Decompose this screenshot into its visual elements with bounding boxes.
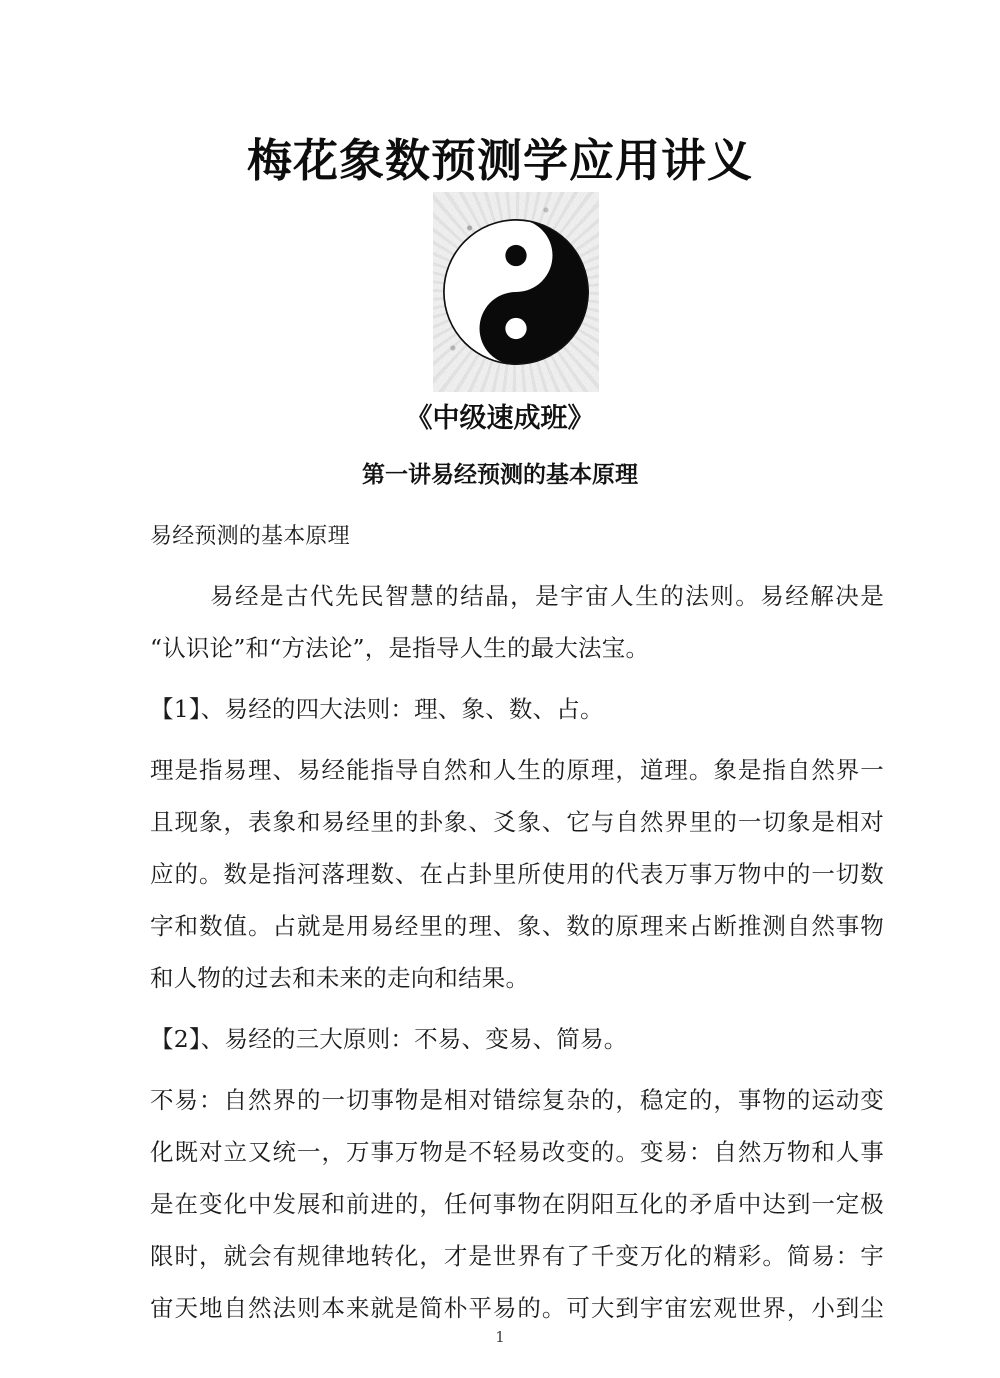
body-line: 易经是古代先民智慧的结晶，是宇宙人生的法则。易经解决是 [210, 582, 884, 610]
body-line: 限时，就会有规律地转化，才是世界有了千变万化的精彩。简易：宇 [150, 1242, 884, 1270]
body-line: 和人物的过去和未来的走向和结果。 [150, 964, 530, 992]
page-number: 1 [495, 1328, 505, 1346]
document-subtitle: 《中级速成班》 [405, 403, 595, 434]
taiji-yin-yang-illustration [433, 192, 599, 392]
document-body [150, 513, 884, 1334]
body-line: 理是指易理、易经能指导自然和人生的原理，道理。象是指自然界一 [150, 756, 884, 784]
yin-yang-icon [440, 216, 592, 368]
body-line: 是在变化中发展和前进的，任何事物在阴阳互化的矛盾中达到一定极 [150, 1190, 884, 1218]
section-heading: 第一讲易经预测的基本原理 [362, 461, 638, 488]
body-line-item-2-heading: 【2】、易经的三大原则：不易、变易、简易。 [150, 1025, 628, 1053]
body-line: 化既对立又统一，万事万物是不轻易改变的。变易：自然万物和人事 [150, 1138, 884, 1166]
body-line: 不易：自然界的一切事物是相对错综复杂的，稳定的，事物的运动变 [150, 1086, 884, 1114]
body-line-item-1-heading: 【1】、易经的四大法则：理、象、数、占。 [150, 695, 604, 723]
body-line: 且现象，表象和易经里的卦象、爻象、它与自然界里的一切象是相对 [150, 808, 884, 836]
body-line: 应的。数是指河落理数、在占卦里所使用的代表万事万物中的一切数 [150, 860, 884, 888]
body-line: 宙天地自然法则本来就是简朴平易的。可大到宇宙宏观世界，小到尘 [150, 1294, 884, 1322]
body-line: 字和数值。占就是用易经里的理、象、数的原理来占断推测自然事物 [150, 912, 884, 940]
illustration-frame [433, 192, 599, 392]
body-lead-line: 易经预测的基本原理 [150, 524, 350, 549]
page-title: 梅花象数预测学应用讲义 [246, 134, 753, 188]
body-line: “认识论”和“方法论”，是指导人生的最大法宝。 [150, 634, 650, 662]
